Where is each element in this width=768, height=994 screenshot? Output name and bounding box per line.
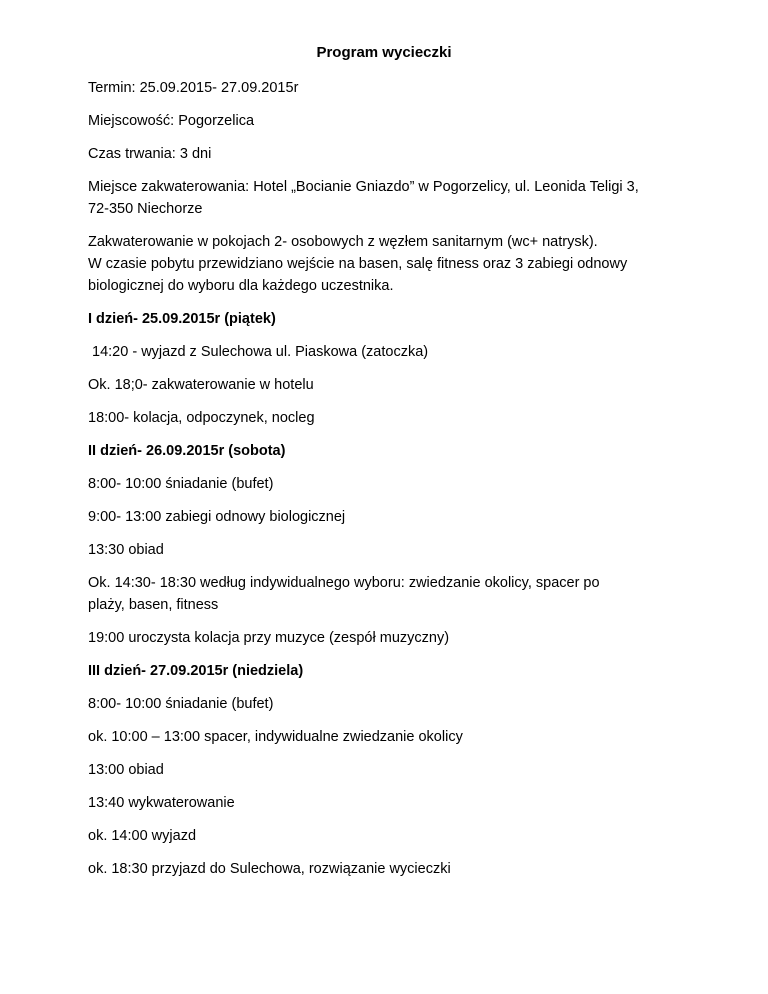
day-3-item: 8:00- 10:00 śniadanie (bufet) [88, 696, 274, 712]
day-1-item: 18:00- kolacja, odpoczynek, nocleg [88, 410, 315, 426]
day-2-item: 8:00- 10:00 śniadanie (bufet) [88, 476, 274, 492]
termin-line: Termin: 25.09.2015- 27.09.2015r [88, 80, 299, 96]
day-2-item: 9:00- 13:00 zabiegi odnowy biologicznej [88, 509, 346, 525]
opis-line-1: Zakwaterowanie w pokojach 2- osobowych z węzłem sanitarnym (wc+ natrysk). [88, 234, 598, 250]
day-2-heading: II dzień- 26.09.2015r (sobota) [88, 443, 286, 459]
day-1-heading: I dzień- 25.09.2015r (piątek) [88, 311, 276, 327]
day-2-item: Ok. 14:30- 18:30 według indywidualnego wyboru: zwiedzanie okolicy, spacer po [88, 575, 600, 591]
day-3-heading: III dzień- 27.09.2015r (niedziela) [88, 663, 304, 679]
zakwaterowanie-line-1: Miejsce zakwaterowania: Hotel „Bocianie Gniazdo” w Pogorzelicy, ul. Leonida Teligi 3, [88, 179, 639, 195]
opis-line-3: biologicznej do wyboru dla każdego uczestnika. [88, 278, 394, 294]
day-3-item: 13:40 wykwaterowanie [88, 795, 235, 811]
day-1-item: 14:20 - wyjazd z Sulechowa ul. Piaskowa (zatoczka) [88, 344, 429, 360]
day-3-item: 13:00 obiad [88, 762, 164, 778]
day-1-item: Ok. 18;0- zakwaterowanie w hotelu [88, 377, 314, 393]
day-3-item: ok. 10:00 – 13:00 spacer, indywidualne zwiedzanie okolicy [88, 729, 463, 745]
day-2-item: 19:00 uroczysta kolacja przy muzyce (zespół muzyczny) [88, 630, 450, 646]
opis-line-2: W czasie pobytu przewidziano wejście na basen, salę fitness oraz 3 zabiegi odnowy [88, 256, 628, 272]
czas-trwania-line: Czas trwania: 3 dni [88, 146, 212, 162]
zakwaterowanie-line-2: 72-350 Niechorze [88, 201, 203, 217]
day-3-item: ok. 18:30 przyjazd do Sulechowa, rozwiązanie wycieczki [88, 861, 451, 877]
miejscowosc-line: Miejscowość: Pogorzelica [88, 113, 255, 129]
document-title: Program wycieczki [316, 44, 452, 61]
day-2-item: 13:30 obiad [88, 542, 164, 558]
day-3-item: ok. 14:00 wyjazd [88, 828, 197, 844]
day-2-item-continuation: plaży, basen, fitness [88, 597, 219, 613]
